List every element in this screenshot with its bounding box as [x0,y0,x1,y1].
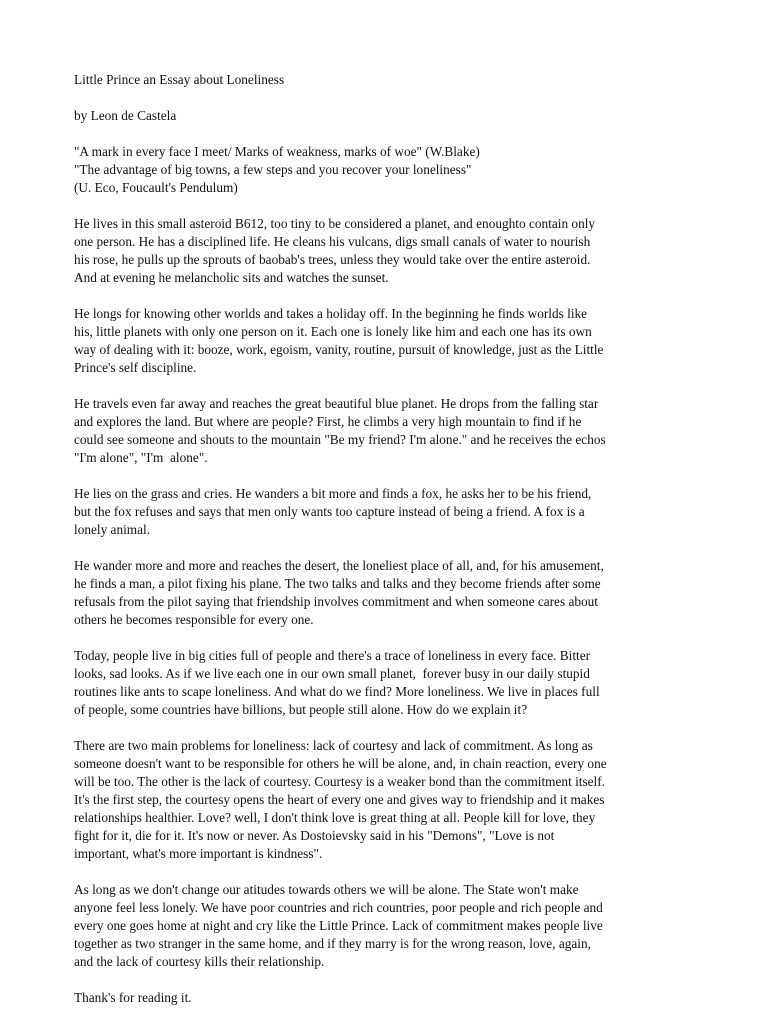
text-line: And at evening he melancholic sits and watches the sunset. [74,270,389,285]
document-page [74,71,724,1025]
text-line: He wander more and more and reaches the desert, the loneliest place of all, and, for his amusement, [74,558,604,573]
text-line: of people, some countries have billions, but people still alone. How do we explain it? [74,702,528,717]
text-line: way of dealing with it: booze, work, egoism, vanity, routine, pursuit of knowledge, just as the Little [74,342,604,357]
text-line: and explores the land. But where are people? First, he climbs a very high mountain to find if he [74,414,582,429]
text-line: refusals from the pilot saying that friendship involves commitment and when someone cares about [74,594,598,609]
text-line: he finds a man, a pilot fixing his plane. The two talks and talks and they become friends after some [74,576,601,591]
text-line: but the fox refuses and says that men only wants too capture instead of being a friend. A fox is a [74,504,585,519]
paragraph-3 [74,395,724,467]
text-line: his rose, he pulls up the sprouts of baobab's trees, unless they would take over the entire asteroid. [74,252,591,267]
text-line: one person. He has a disciplined life. He cleans his vulcans, digs small canals of water to nourish [74,234,591,249]
text-line: Prince's self discipline. [74,360,197,375]
paragraph-1 [74,215,724,287]
text-line: every one goes home at night and cry like the Little Prince. Lack of commitment makes people live [74,918,603,933]
text-line: Today, people live in big cities full of people and there's a trace of loneliness in every face. Bitter [74,648,591,663]
author-line: by Leon de Castela [74,108,177,123]
text-line: routines like ants to scape loneliness. And what do we find? More loneliness. We live in places full [74,684,600,699]
paragraph-7 [74,737,724,863]
essay-title [74,71,724,89]
text-line: It's the first step, the courtesy opens the heart of every one and gives way to friendship and it makes [74,792,605,807]
text-line: could see someone and shouts to the mountain "Be my friend? I'm alone." and he receives the echos [74,432,606,447]
text-line: lonely animal. [74,522,151,537]
epigraph [74,143,724,197]
text-line: relationships healthier. Love? well, I don't think love is great thing at all. People kill for love, they [74,810,596,825]
text-line: He longs for knowing other worlds and takes a holiday off. In the beginning he finds worlds like [74,306,588,321]
text-line: will be too. The other is the lack of courtesy. Courtesy is a weaker bond than the commitment itself. [74,774,606,789]
text-line: He lies on the grass and cries. He wanders a bit more and finds a fox, he asks her to be his friend, [74,486,592,501]
text-line: He lives in this small asteroid B612, too tiny to be considered a planet, and enoughto contain only [74,216,596,231]
closing-text: Thank's for reading it. [74,990,192,1005]
text-line: There are two main problems for loneliness: lack of courtesy and lack of commitment. As long as [74,738,593,753]
text-line: others he becomes responsible for every one. [74,612,314,627]
paragraph-4 [74,485,724,539]
text-line: looks, sad looks. As if we live each one in our own small planet, forever busy in our daily stupid [74,666,590,681]
text-line: his, little planets with only one person on it. Each one is lonely like him and each one has its own [74,324,592,339]
epigraph-line: "A mark in every face I meet/ Marks of weakness, marks of woe" (W.Blake) [74,144,480,159]
text-line: and the lack of courtesy kills their relationship. [74,954,325,969]
text-line: someone doesn't want to be responsible for others he will be alone, and, in chain reaction, every one [74,756,607,771]
epigraph-line: (U. Eco, Foucault's Pendulum) [74,180,238,195]
paragraph-2 [74,305,724,377]
text-line: anyone feel less lonely. We have poor countries and rich countries, poor people and rich people and [74,900,603,915]
closing-line [74,989,724,1007]
paragraph-5 [74,557,724,629]
paragraph-8 [74,881,724,971]
epigraph-line: "The advantage of big towns, a few steps and you recover your loneliness" [74,162,472,177]
title-line: Little Prince an Essay about Loneliness [74,72,285,87]
author-byline [74,107,724,125]
text-line: As long as we don't change our atitudes towards others we will be alone. The State won't make [74,882,579,897]
text-line: important, what's more important is kindness". [74,846,323,861]
paragraph-6 [74,647,724,719]
text-line: together as two stranger in the same home, and if they marry is for the wrong reason, love, again, [74,936,591,951]
text-line: fight for it, die for it. It's now or never. As Dostoievsky said in his "Demons", "Love is not [74,828,555,843]
text-line: "I'm alone", "I'm alone". [74,450,208,465]
text-line: He travels even far away and reaches the great beautiful blue planet. He drops from the falling star [74,396,599,411]
